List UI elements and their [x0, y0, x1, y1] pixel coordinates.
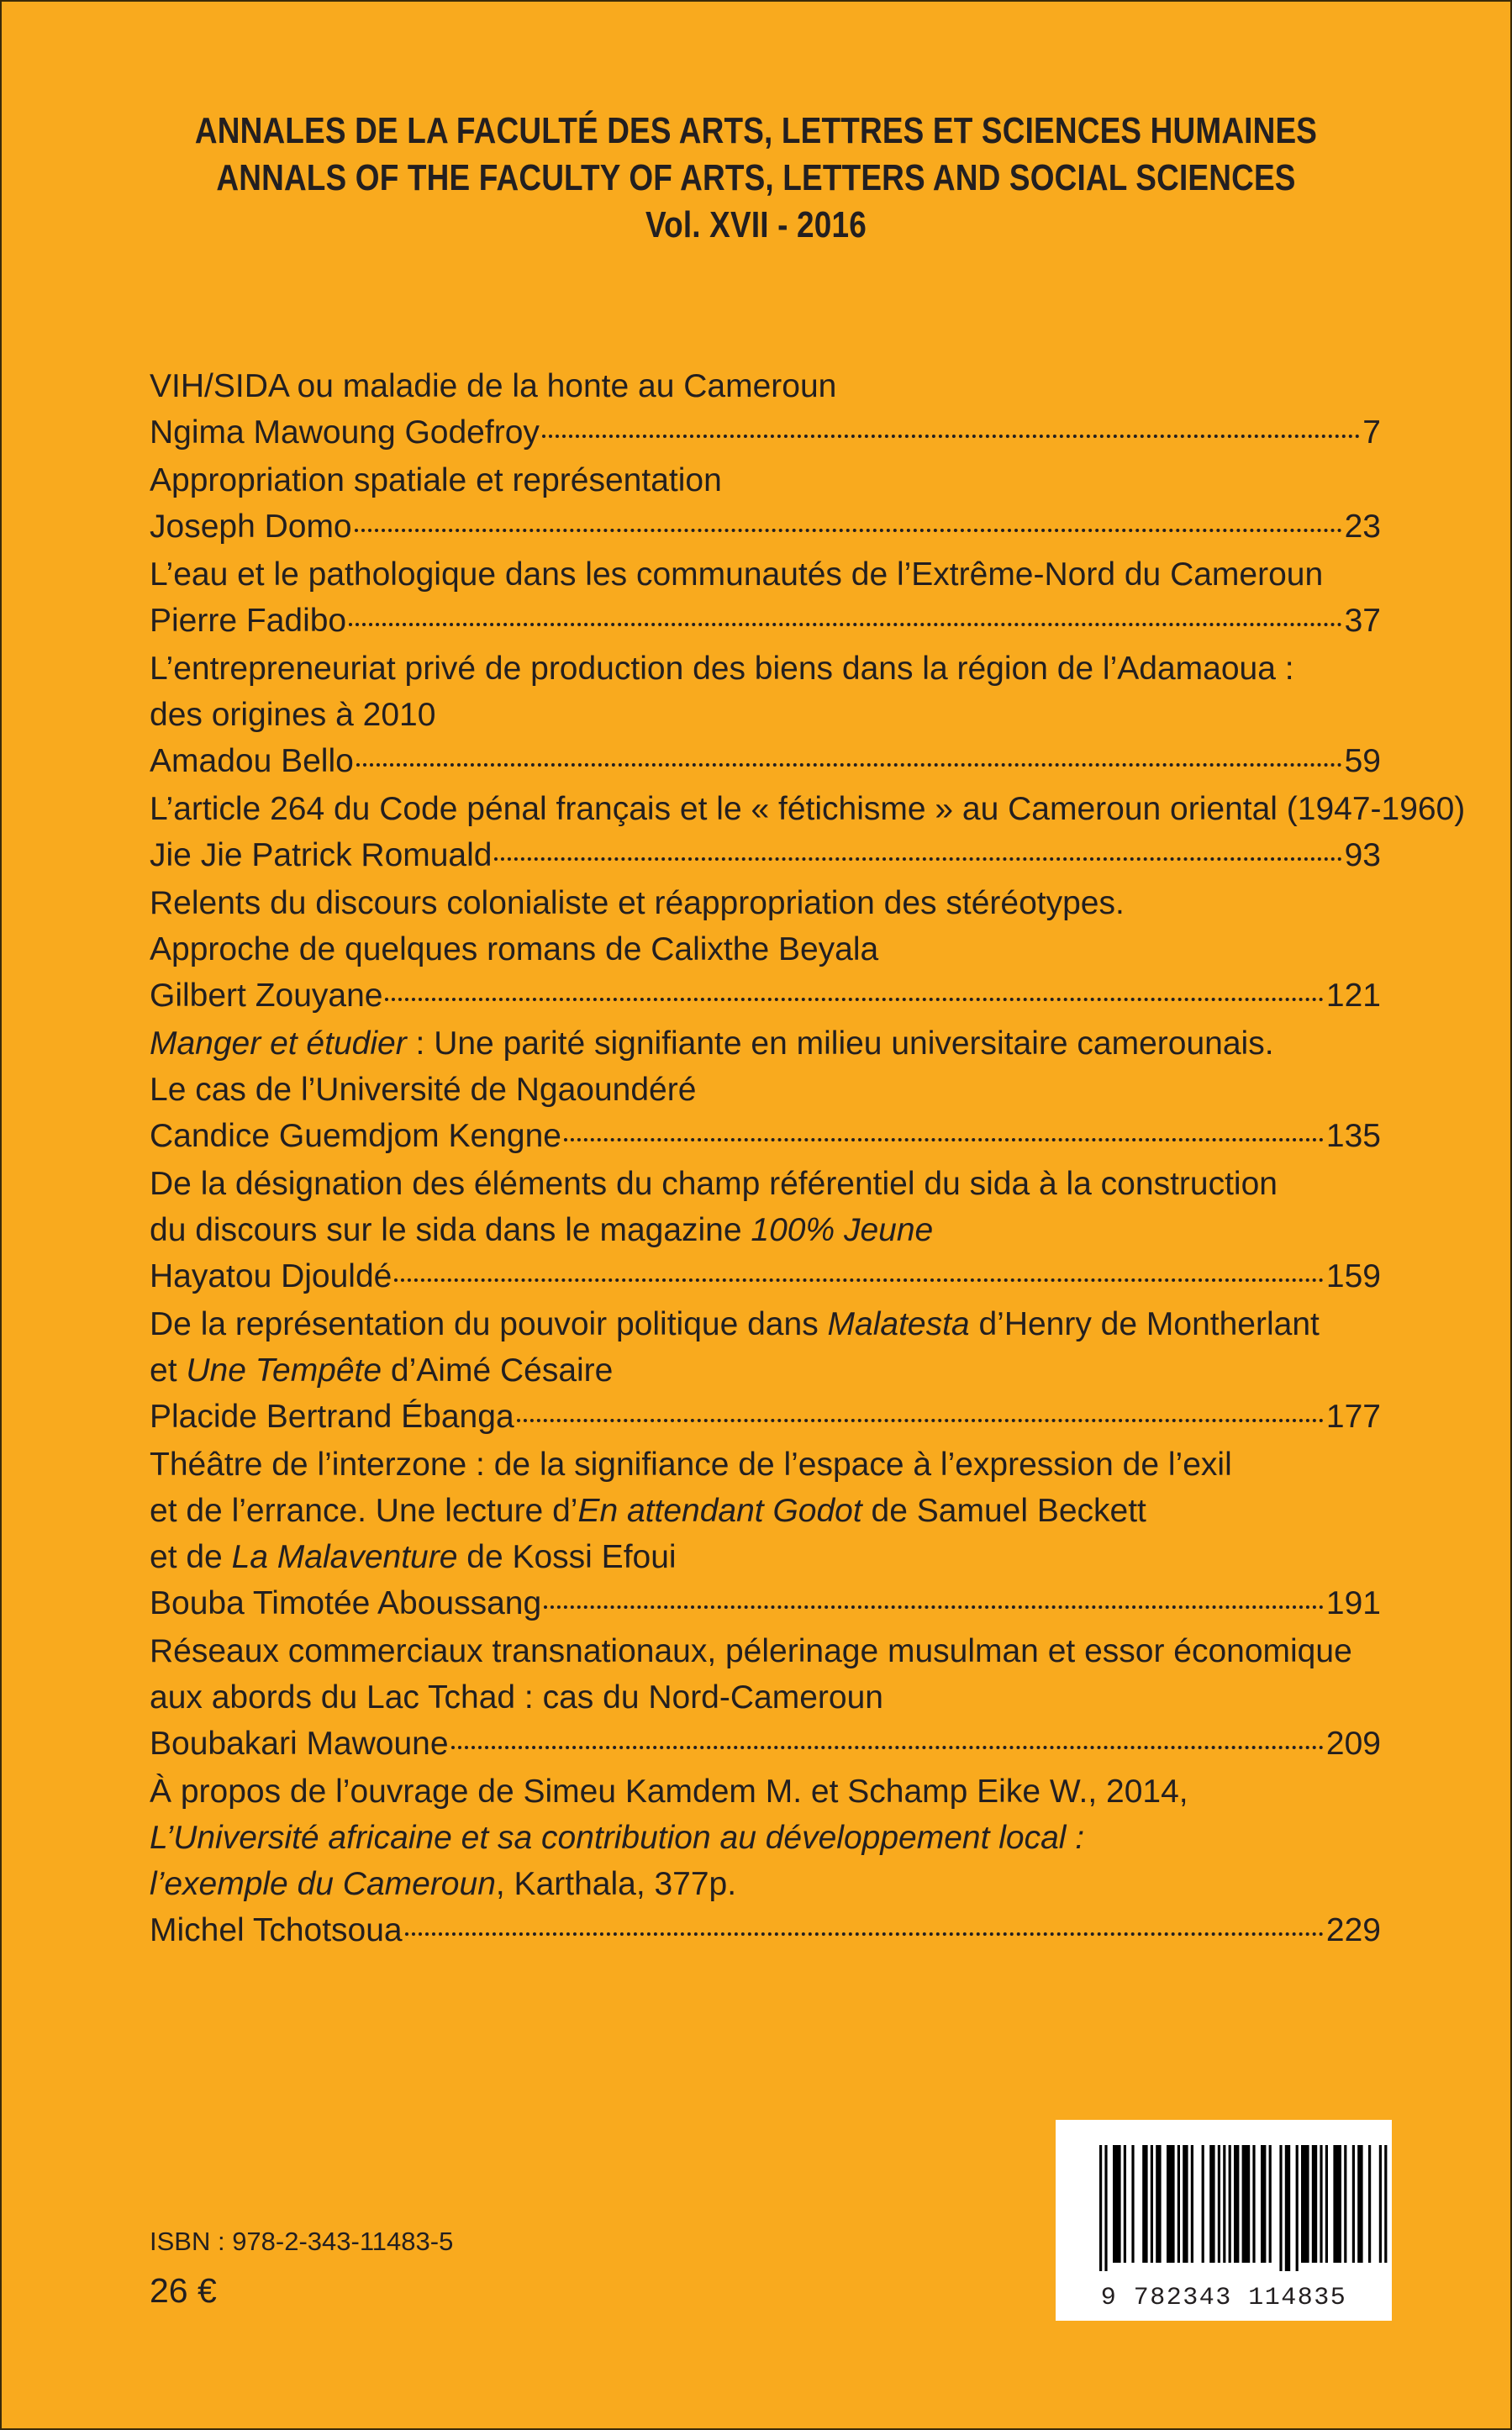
title-segment: L’eau et le pathologique dans les communautés de l’Extrême-Nord du Cameroun	[150, 556, 1324, 593]
dot-leader	[564, 1137, 1324, 1141]
author-name: Placide Bertrand Ébanga	[150, 1399, 514, 1435]
italic-title-segment: La Malaventure	[231, 1539, 458, 1575]
barcode-bar	[1333, 2145, 1341, 2263]
toc-entry	[150, 1301, 1381, 1440]
entry-author-line	[150, 503, 1381, 550]
page-number: 209	[1325, 1726, 1381, 1762]
toc-entry	[150, 1161, 1381, 1299]
entry-title-line	[150, 1488, 1381, 1534]
entry-title-line	[150, 1347, 1381, 1394]
dot-leader	[355, 528, 1342, 532]
dot-leader	[544, 1605, 1324, 1609]
entry-author-line	[150, 1394, 1381, 1440]
italic-title-segment: 100% Jeune	[751, 1212, 934, 1248]
italic-title-segment: Une Tempête	[186, 1352, 382, 1389]
barcode	[1056, 2120, 1392, 2321]
entry-author-line	[150, 973, 1381, 1019]
title-segment: Réseaux commerciaux transnationaux, pélerinage musulman et essor économique	[150, 1633, 1352, 1669]
barcode-number: 9 782343 114835	[1100, 2284, 1347, 2312]
barcode-bar	[1344, 2145, 1346, 2263]
barcode-bar	[1177, 2145, 1180, 2263]
entry-author-line	[150, 1253, 1381, 1299]
barcode-bar	[1296, 2145, 1299, 2271]
dot-leader	[349, 622, 1341, 626]
page-number: 229	[1325, 1912, 1381, 1948]
barcode-bar	[1142, 2145, 1147, 2263]
barcode-bar	[1261, 2145, 1266, 2263]
barcode-bar	[1368, 2145, 1371, 2263]
author-name: Candice Guemdjom Kengne	[150, 1118, 561, 1154]
entry-author-line	[150, 738, 1381, 784]
entry-title-line	[150, 926, 1381, 973]
entry-author-line	[150, 832, 1381, 878]
title-segment: aux abords du Lac Tchad : cas du Nord-Cameroun	[150, 1679, 883, 1716]
entry-author-line	[150, 598, 1381, 644]
title-segment: L’article 264 du Code pénal français et le « fétichisme » au Cameroun oriental (1947-1960)	[150, 791, 1466, 827]
toc-entry	[150, 646, 1381, 784]
barcode-bar	[1285, 2145, 1290, 2271]
title-segment: De la représentation du pouvoir politique dans	[150, 1306, 828, 1342]
entry-title-line	[150, 363, 1381, 409]
italic-title-segment: Manger et étudier	[150, 1025, 407, 1062]
author-name: Joseph Domo	[150, 509, 352, 545]
entry-author-line	[150, 1721, 1381, 1767]
title-segment: Relents du discours colonialiste et réappropriation des stéréotypes.	[150, 885, 1125, 921]
toc-entry	[150, 1442, 1381, 1626]
barcode-bar	[1113, 2145, 1121, 2263]
author-name: Amadou Bello	[150, 743, 354, 779]
author-name: Bouba Timotée Aboussang	[150, 1585, 542, 1621]
barcode-bar	[1301, 2145, 1309, 2263]
title-segment: Le cas de l’Université de Ngaoundéré	[150, 1072, 697, 1108]
barcode-bar	[1218, 2145, 1220, 2263]
italic-title-segment: L’Université africaine et sa contribution au développement local :	[150, 1820, 1085, 1856]
page-number: 159	[1325, 1258, 1381, 1294]
page-number: 135	[1325, 1118, 1381, 1154]
dot-leader	[405, 1932, 1324, 1936]
italic-title-segment: Malatesta	[827, 1306, 970, 1342]
barcode-bar	[1325, 2145, 1328, 2263]
barcode-bar	[1183, 2145, 1188, 2263]
toc-entry	[150, 1020, 1381, 1159]
title-segment: de Samuel Beckett	[861, 1493, 1146, 1529]
title-segment: , Karthala, 377p.	[495, 1866, 737, 1902]
barcode-bar	[1151, 2145, 1153, 2263]
entry-title-line	[150, 880, 1381, 926]
entry-title-line	[150, 1861, 1381, 1907]
italic-title-segment: l’exemple du Cameroun	[150, 1866, 496, 1902]
barcode-bar	[1379, 2145, 1382, 2263]
barcode-bar	[1167, 2145, 1175, 2263]
title-segment: : Une parité signifiante en milieu universitaire camerounais.	[406, 1025, 1274, 1062]
dot-leader	[517, 1418, 1324, 1422]
entry-title-line	[150, 1815, 1381, 1861]
entry-title-line	[150, 1020, 1381, 1067]
barcode-bar	[1223, 2145, 1225, 2263]
entry-title-line	[150, 1161, 1381, 1207]
page-number: 37	[1344, 603, 1381, 639]
barcode-bar	[1279, 2145, 1282, 2271]
author-name: Michel Tchotsoua	[150, 1912, 403, 1948]
toc-entry	[150, 363, 1381, 456]
dot-leader	[394, 1278, 1324, 1282]
page-number: 59	[1344, 743, 1381, 779]
toc-entry	[150, 880, 1381, 1019]
dot-leader	[385, 997, 1323, 1001]
entry-author-line	[150, 1907, 1381, 1953]
entry-title-line	[150, 1628, 1381, 1674]
barcode-bar	[1209, 2145, 1214, 2263]
author-name: Ngima Mawoung Godefroy	[150, 414, 540, 451]
isbn: ISBN : 978-2-343-11483-5	[150, 2227, 454, 2256]
title-segment: d’Aimé Césaire	[382, 1352, 614, 1389]
page-number: 121	[1325, 978, 1381, 1014]
barcode-bar	[1104, 2145, 1107, 2271]
title-segment: de Kossi Efoui	[457, 1539, 677, 1575]
barcode-bar	[1357, 2145, 1362, 2263]
page-number: 191	[1325, 1585, 1381, 1621]
journal-title-fr: ANNALES DE LA FACULTÉ DES ARTS, LETTRES ET SCIENCES HUMAINES	[194, 110, 1318, 151]
page-number: 177	[1325, 1399, 1381, 1435]
italic-title-segment: En attendant Godot	[577, 1493, 862, 1529]
entry-title-line	[150, 1207, 1381, 1253]
author-name: Pierre Fadibo	[150, 603, 347, 639]
entry-author-line	[150, 409, 1381, 456]
entry-title-line	[150, 551, 1381, 598]
author-name: Gilbert Zouyane	[150, 978, 383, 1014]
volume-year: Vol. XVII - 2016	[645, 204, 867, 245]
title-segment: et de l’errance. Une lecture d’	[150, 1493, 578, 1529]
entry-title-line	[150, 646, 1381, 692]
title-segment: d’Henry de Montherlant	[969, 1306, 1320, 1342]
entry-title-line	[150, 786, 1466, 832]
entry-title-line	[150, 1301, 1381, 1347]
barcode-bar	[1269, 2145, 1272, 2263]
barcode-bar	[1202, 2145, 1204, 2263]
barcode-bar	[1191, 2145, 1193, 2263]
title-segment: du discours sur le sida dans le magazine	[150, 1212, 751, 1248]
title-segment: À propos de l’ouvrage de Simeu Kamdem M. et Schamp Eike W., 2014,	[150, 1774, 1188, 1810]
barcode-bar	[1099, 2145, 1102, 2271]
barcode-bar	[1312, 2145, 1317, 2263]
title-segment: VIH/SIDA ou maladie de la honte au Cameroun	[150, 368, 837, 404]
barcode-bar	[1156, 2145, 1161, 2263]
title-segment: Théâtre de l’interzone : de la signifiance de l’espace à l’expression de l’exil	[150, 1447, 1232, 1483]
toc-entry	[150, 551, 1381, 644]
title-segment: L’entrepreneuriat privé de production des biens dans la région de l’Adamaoua :	[150, 651, 1294, 687]
journal-title-en: ANNALS OF THE FACULTY OF ARTS, LETTERS AND SOCIAL SCIENCES	[216, 157, 1296, 198]
page-number: 93	[1344, 837, 1381, 873]
entry-title-line	[150, 457, 1381, 503]
toc-entry	[150, 457, 1381, 550]
price: 26 €	[150, 2271, 217, 2310]
barcode-bar	[1252, 2145, 1255, 2263]
title-segment: De la désignation des éléments du champ référentiel du sida à la construction	[150, 1166, 1278, 1202]
page-number: 7	[1362, 414, 1381, 451]
dot-leader	[451, 1745, 1324, 1749]
toc-entry	[150, 1628, 1381, 1767]
entry-author-line	[150, 1113, 1381, 1159]
barcode-bar	[1234, 2145, 1239, 2263]
toc-entry	[150, 786, 1466, 878]
barcode-bar	[1352, 2145, 1355, 2263]
author-name: Jie Jie Patrick Romuald	[150, 837, 493, 873]
toc-entry	[150, 1768, 1381, 1953]
title-segment: Approche de quelques romans de Calixthe Beyala	[150, 931, 879, 967]
table-of-contents	[150, 363, 1466, 1955]
page-number: 23	[1344, 509, 1381, 545]
entry-title-line	[150, 1768, 1381, 1815]
dot-leader	[494, 857, 1341, 861]
author-name: Boubakari Mawoune	[150, 1726, 449, 1762]
journal-header	[0, 108, 1512, 249]
entry-title-line	[150, 1442, 1381, 1488]
barcode-bar	[1320, 2145, 1322, 2263]
barcode-bar	[1229, 2145, 1231, 2263]
barcode-bars	[1056, 2120, 1392, 2288]
title-segment: et	[150, 1352, 187, 1389]
entry-title-line	[150, 1534, 1381, 1580]
author-name: Hayatou Djouldé	[150, 1258, 392, 1294]
title-segment: Appropriation spatiale et représentation	[150, 462, 722, 498]
barcode-bar	[1242, 2145, 1251, 2263]
barcode-bar	[1124, 2145, 1126, 2263]
barcode-bar	[1384, 2145, 1387, 2263]
entry-title-line	[150, 692, 1381, 738]
entry-title-line	[150, 1674, 1381, 1721]
dot-leader	[356, 762, 1342, 767]
entry-author-line	[150, 1580, 1381, 1626]
barcode-bar	[1131, 2145, 1134, 2263]
title-segment: des origines à 2010	[150, 697, 436, 733]
entry-title-line	[150, 1067, 1381, 1113]
title-segment: et de	[150, 1539, 232, 1575]
dot-leader	[542, 434, 1360, 438]
